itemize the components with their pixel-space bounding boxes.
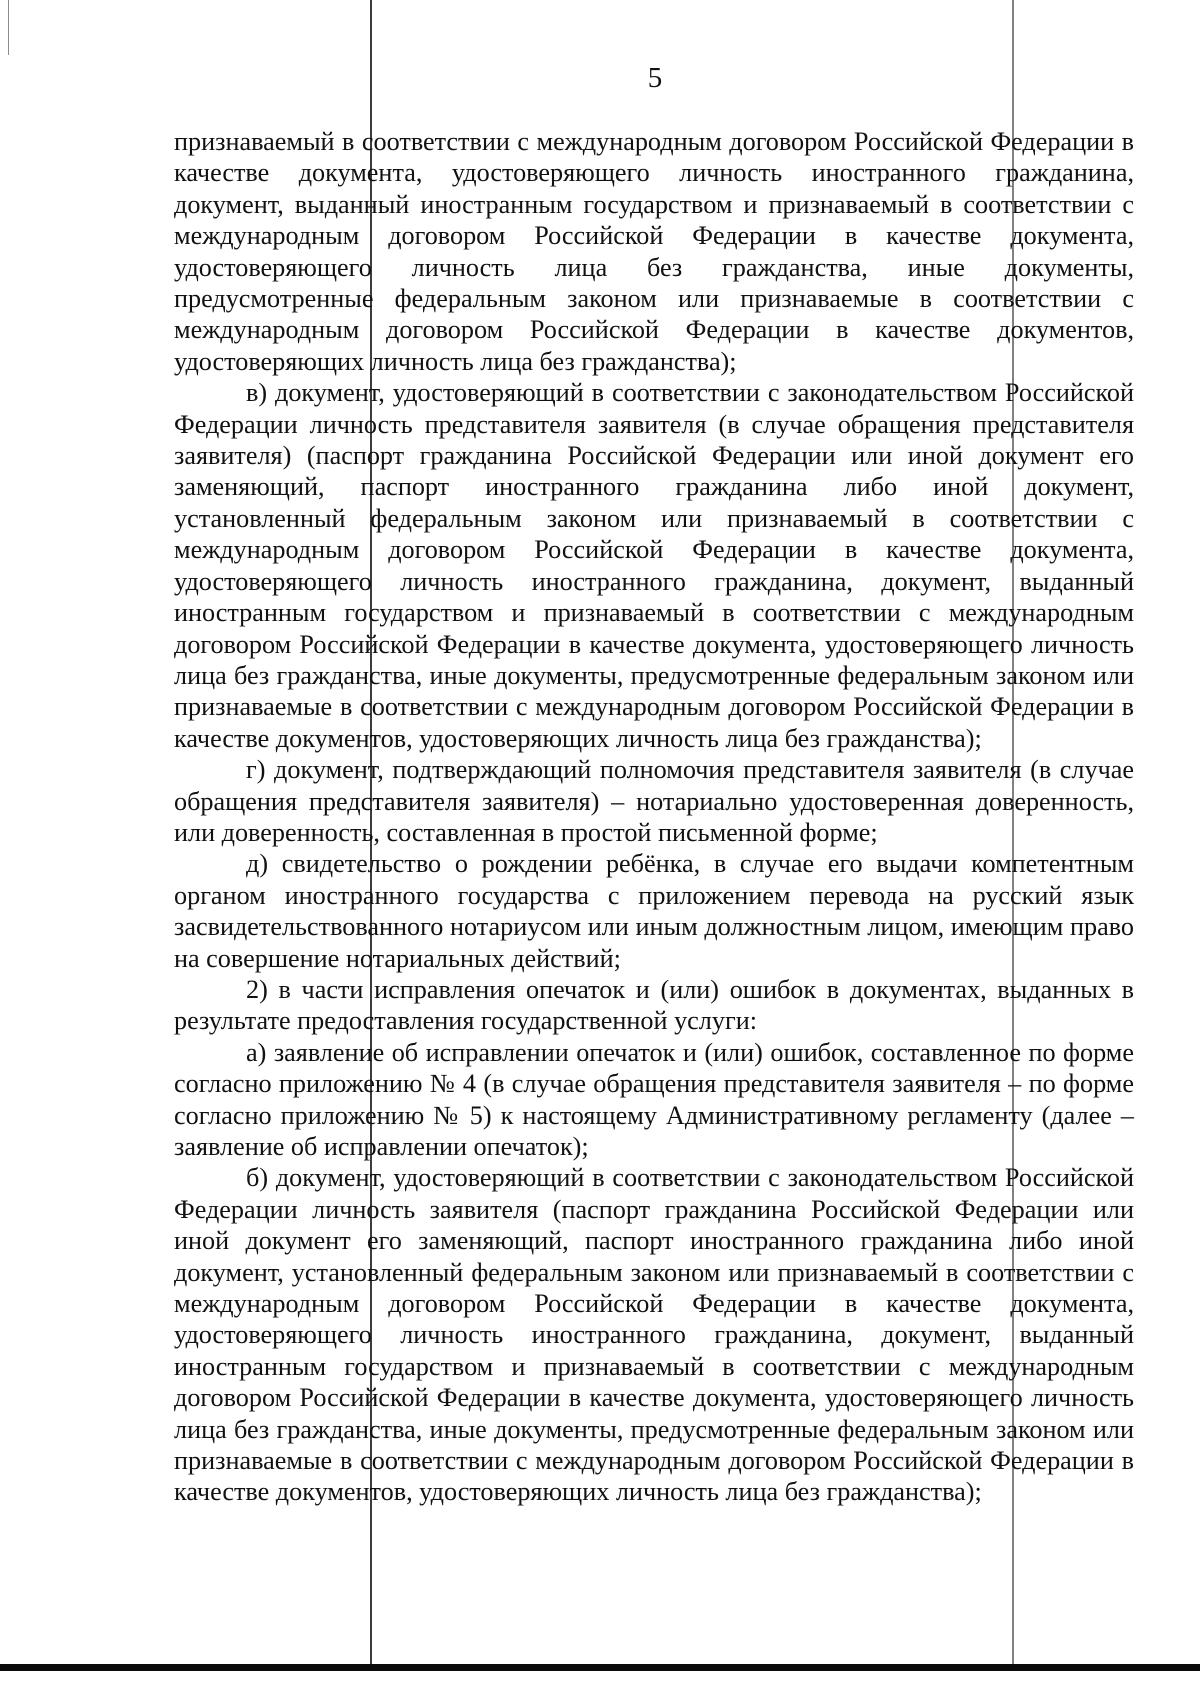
document-body — [174, 126, 1134, 1508]
paragraph: а) заявление об исправлении опечаток и (или) ошибок, составленное по форме согласно приложению № 4 (в случае обращения представителя заявителя – по форме согласно приложению № 5) к настоящему Административному регламенту (далее – заявление об исправлении опечаток); — [174, 1037, 1134, 1161]
paragraph: д) свидетельство о рождении ребёнка, в случае его выдачи компетентным органом иностранного государства с приложением перевода на русский язык засвидетельствованного нотариусом или иным должностным лицом, имеющим право на совершение нотариальных действий; — [174, 849, 1134, 973]
scan-bottom-edge — [0, 1664, 1200, 1671]
paragraph: 2) в части исправления опечаток и (или) ошибок в документах, выданных в результате предоставления государственной услуги: — [174, 974, 1134, 1036]
paragraph: г) документ, подтверждающий полномочия представителя заявителя (в случае обращения представителя заявителя) – нотариально удостоверенная доверенность, или доверенность, составленная в простой письменной форме; — [174, 755, 1134, 847]
paragraph: признаваемый в соответствии с международным договором Российской Федерации в качестве документа, удостоверяющего личность иностранного гражданина, документ, выданный иностранным государством и признаваемый в соответствии с международным договором Российской Федерации в качестве документа, удостоверяющего личность лица без гражданства, иные документы, предусмотренные федеральным законом или признаваемые в соответствии с международным договором Российской Федерации в качестве документов, удостоверяющих личность лица без гражданства); — [174, 127, 1134, 376]
page-number: 5 — [647, 62, 663, 94]
paragraph: в) документ, удостоверяющий в соответствии с законодательством Российской Федерации личность представителя заявителя (в случае обращения представителя заявителя) (паспорт гражданина Российской Федерации или иной документ его заменяющий, паспорт иностранного гражданина либо иной документ, установленный федеральным законом или признаваемый в соответствии с международным договором Российской Федерации в качестве документа, удостоверяющего личность иностранного гражданина, документ, выданный иностранным государством и признаваемый в соответствии с международным договором Российской Федерации в качестве документа, удостоверяющего личность лица без гражданства, иные документы, предусмотренные федеральным законом или признаваемые в соответствии с международным договором Российской Федерации в качестве документов, удостоверяющих личность лица без гражданства); — [174, 378, 1134, 753]
scan-artifact-line — [8, 0, 9, 55]
paragraph: б) документ, удостоверяющий в соответствии с законодательством Российской Федерации личность заявителя (паспорт гражданина Российской Федерации или иной документ его заменяющий, паспорт иностранного гражданина либо иной документ, установленный федеральным законом или признаваемый в соответствии с международным договором Российской Федерации в качестве документа, удостоверяющего личность иностранного гражданина, документ, выданный иностранным государством и признаваемый в соответствии с международным договором Российской Федерации в качестве документа, удостоверяющего личность лица без гражданства, иные документы, предусмотренные федеральным законом или признаваемые в соответствии с международным договором Российской Федерации в качестве документов, удостоверяющих личность лица без гражданства); — [174, 1163, 1134, 1507]
